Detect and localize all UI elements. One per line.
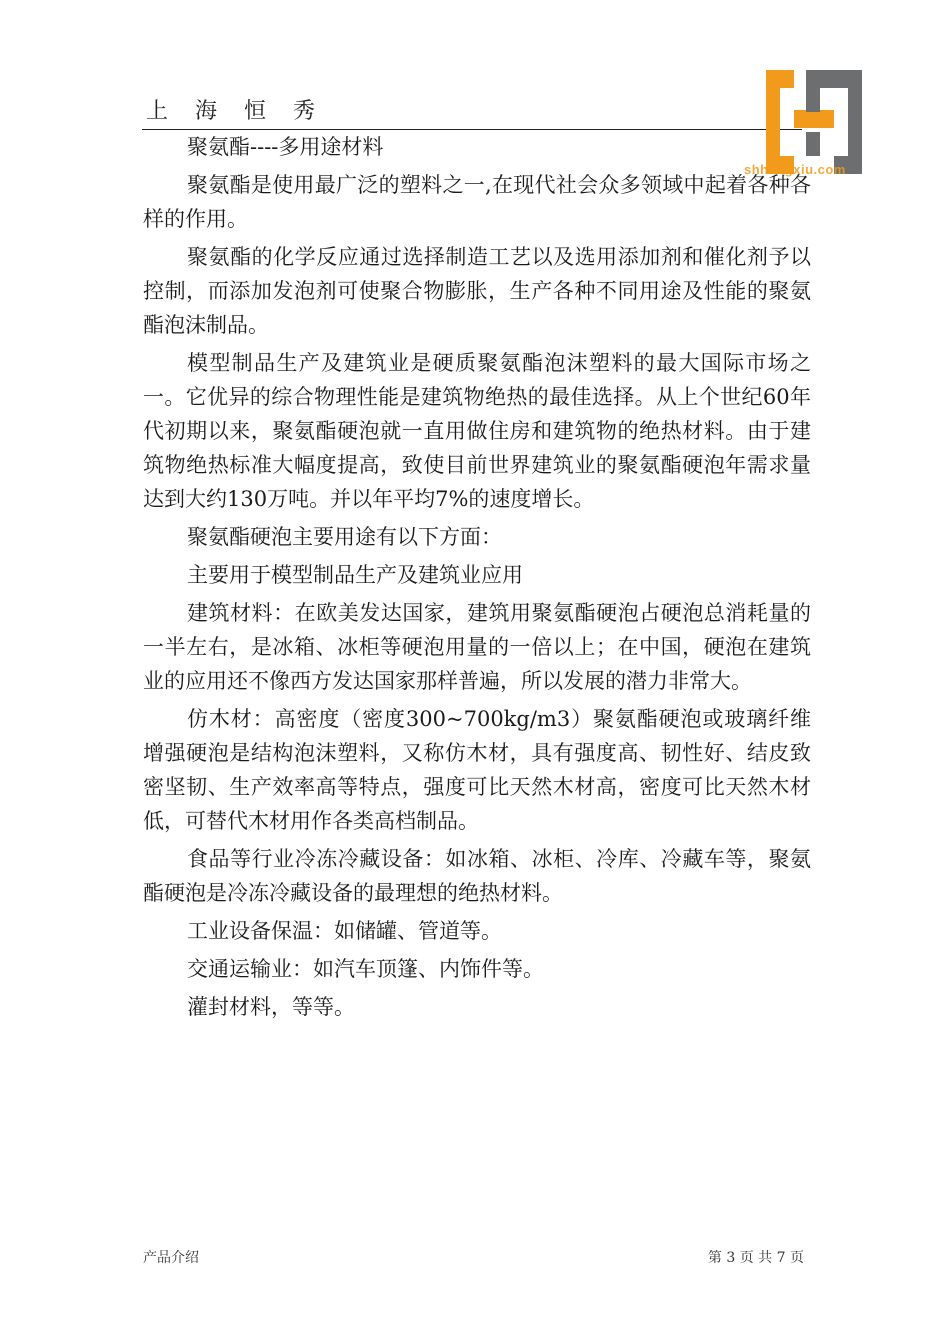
paragraph: 交通运输业：如汽车顶篷、内饰件等。 (187, 957, 544, 981)
paragraph: 模型制品生产及建筑业是硬质聚氨酯泡沫塑料的最大国际市场之一。它优异的综合物理性能是建筑物绝热的最佳选择。从上个世纪60年代初期以来，聚氨酯硬泡就一直用做住房和建筑物的绝热材料。由于建筑物绝热标准大幅度提高，致使目前世界建筑业的聚氨酯硬泡年需求量达到大约130万吨。并以年平均7%的速度增长。 (143, 351, 811, 511)
footer-page-number: 第 3 页 共 7 页 (707, 1250, 804, 1266)
logo-url-text: shhengxiu.com (744, 162, 846, 177)
paragraph: 工业设备保温：如储罐、管道等。 (187, 919, 502, 943)
footer-doc-label: 产品介绍 (143, 1250, 199, 1266)
paragraph: 仿木材：高密度（密度300~700kg/m3）聚氨酯硬泡或玻璃纤维增强硬泡是结构泡沫塑料，又称仿木材，具有强度高、韧性好、结皮致密坚韧、生产效率高等特点，强度可比天然木材高，密度可比天然木材低，可替代木材用作各类高档制品。 (143, 707, 811, 833)
document-heading: 聚氨酯----多用途材料 (187, 135, 384, 159)
paragraph: 聚氨酯硬泡主要用途有以下方面： (187, 525, 502, 549)
logo-center-bar (794, 110, 834, 128)
document-body (143, 130, 811, 1024)
header-title: 上 海 恒 秀 (146, 99, 325, 124)
paragraph: 食品等行业冷冻冷藏设备：如冰箱、冰柜、冷库、冷藏车等，聚氨酯硬泡是冷冻冷藏设备的最理想的绝热材料。 (143, 847, 811, 905)
paragraph: 聚氨酯是使用最广泛的塑料之一,在现代社会众多领域中起着各种各样的作用。 (143, 173, 811, 231)
paragraph: 主要用于模型制品生产及建筑业应用 (187, 563, 523, 587)
paragraph: 灌封材料，等等。 (187, 995, 355, 1019)
paragraph: 聚氨酯的化学反应通过选择制造工艺以及选用添加剂和催化剂予以控制，而添加发泡剂可使聚合物膨胀，生产各种不同用途及性能的聚氨酯泡沫制品。 (143, 245, 811, 337)
paragraph: 建筑材料：在欧美发达国家，建筑用聚氨酯硬泡占硬泡总消耗量的一半左右，是冰箱、冰柜等硬泡用量的一倍以上；在中国，硬泡在建筑业的应用还不像西方发达国家那样普遍，所以发展的潜力非常大。 (143, 601, 811, 693)
